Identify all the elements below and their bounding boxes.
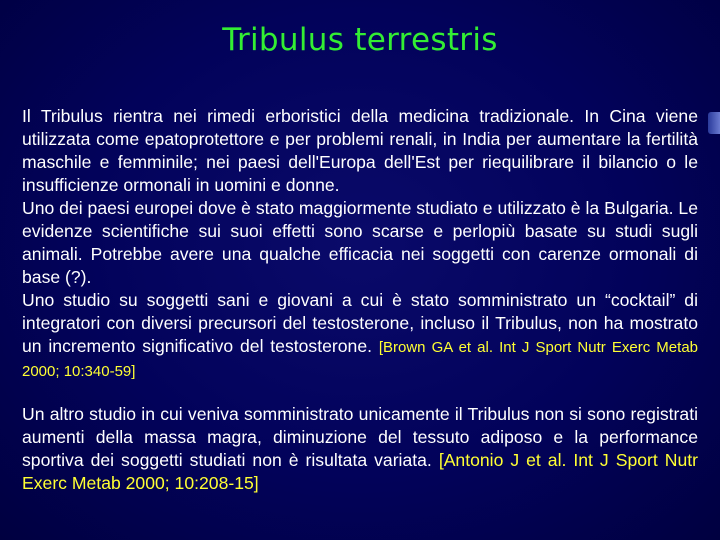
slide-body	[22, 105, 698, 495]
spacer	[22, 383, 698, 403]
citation-brown: [Brown GA et al. Int J Sport Nutr Exerc Metab 2000; 10:340-59]	[22, 339, 698, 380]
paragraph-4	[22, 403, 698, 495]
slide-title: Tribulus terrestris	[222, 22, 498, 58]
paragraph-2: Uno dei paesi europei dove è stato maggiormente studiato e utilizzato è la Bulgaria. Le evidenze scientifiche sui suoi effetti sono scarse e perlopiù basate su studi sugli animali. Potrebbe avere una qualche efficacia nei soggetti con carenze ormonali di base (?).	[22, 198, 698, 287]
paragraph-1: Il Tribulus rientra nei rimedi erboristici della medicina tradizionale. In Cina viene utilizzata come epatoprotettore e per problemi renali, in India per aumentare la fertilità maschile e femminile; nei paesi dell'Europa dell'Est per riequilibrare il bilancio o le insufficienze ormonali in uomini e donne.	[22, 106, 698, 195]
paragraph-3	[22, 289, 698, 383]
decorative-tab	[708, 112, 720, 134]
paragraph-4-text: Un altro studio in cui veniva somministrato unicamente il Tribulus non si sono registrati aumenti della massa magra, diminuzione del tessuto adiposo e la performance sportiva dei soggetti studiati non è risultata variata.	[22, 404, 698, 470]
paragraph-3-text: Uno studio su soggetti sani e giovani a cui è stato somministrato un “cocktail” di integratori con diversi precursori del testosterone, incluso il Tribulus, non ha mostrato un incremento significativo del testosterone.	[22, 290, 698, 356]
citation-antonio: [Antonio J et al. Int J Sport Nutr Exerc Metab 2000; 10:208-15]	[22, 450, 698, 493]
